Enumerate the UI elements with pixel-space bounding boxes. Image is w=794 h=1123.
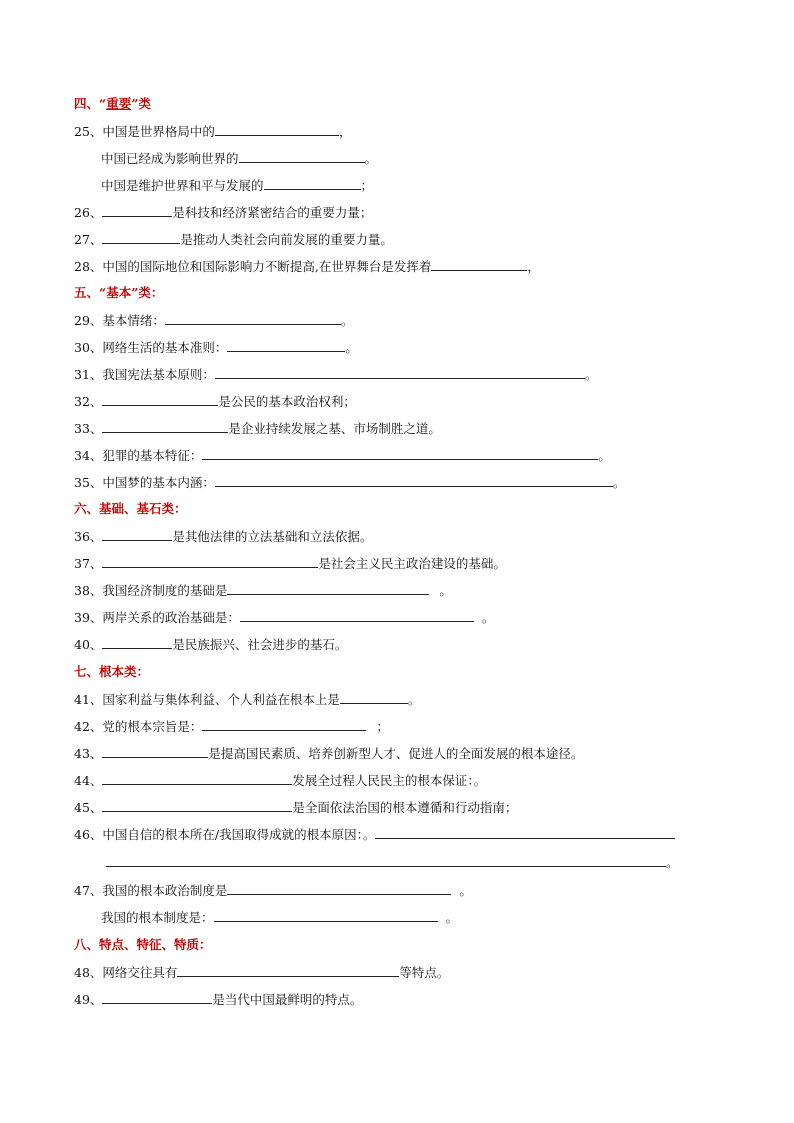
answer-blank[interactable] xyxy=(227,879,451,895)
answer-blank[interactable] xyxy=(165,309,341,325)
question-number: 36、 xyxy=(74,529,103,544)
question-text: 中国自信的根本所在/我国取得成就的根本原因： xyxy=(102,827,363,842)
question-text-end: ； xyxy=(360,178,374,193)
question-text: 中国梦的基本内涵： xyxy=(102,475,215,490)
question-45 xyxy=(74,796,517,818)
question-text-end: 是当代中国最鲜明的特点。 xyxy=(212,992,363,1007)
heading-text: 八、特点、特征、特质： xyxy=(74,937,212,952)
question-text: 基本情绪： xyxy=(102,313,165,328)
question-number: 27、 xyxy=(74,232,103,247)
question-number: 26、 xyxy=(74,205,103,220)
answer-blank[interactable] xyxy=(227,336,345,352)
answer-blank[interactable] xyxy=(202,715,366,731)
question-number: 29、 xyxy=(74,313,103,328)
question-text: 网络生活的基本准则： xyxy=(102,340,228,355)
question-number: 49、 xyxy=(74,992,103,1007)
question-30 xyxy=(74,336,358,358)
answer-blank[interactable] xyxy=(102,988,212,1004)
question-number: 40、 xyxy=(74,637,103,652)
question-number: 31、 xyxy=(74,367,103,382)
question-number: 32、 xyxy=(74,394,103,409)
question-text-end: 。 xyxy=(345,340,358,355)
question-text-end: 是企业持续发展之基、市场制胜之道。 xyxy=(228,421,441,436)
question-47-line-2 xyxy=(101,906,458,928)
question-text-end: ， xyxy=(338,124,352,139)
answer-blank[interactable] xyxy=(102,390,218,406)
answer-blank[interactable] xyxy=(431,255,527,271)
question-25-line-3 xyxy=(101,174,373,196)
question-text-end: 。 xyxy=(364,151,378,166)
answer-blank[interactable] xyxy=(102,525,172,541)
question-number: 42、 xyxy=(74,719,103,734)
answer-blank[interactable] xyxy=(102,417,228,433)
heading-suffix: ”类 xyxy=(131,96,151,111)
section-heading-features xyxy=(74,934,212,956)
question-text: 中国的国际地位和国际影响力不断提高,在世界舞台是发挥着 xyxy=(102,259,432,274)
question-49 xyxy=(74,988,362,1010)
question-text-end: 。 xyxy=(407,692,421,707)
question-46-line-2 xyxy=(106,851,679,873)
question-text-end: 是提高国民素质、培养创新型人才、促进人的全面发展的根本途径。 xyxy=(208,746,584,761)
question-37 xyxy=(74,552,506,574)
heading-keyword: 基本 xyxy=(106,285,132,300)
question-text-end: ； xyxy=(376,719,389,734)
answer-blank[interactable] xyxy=(214,906,438,922)
question-number: 34、 xyxy=(74,448,103,463)
answer-blank[interactable] xyxy=(227,579,429,595)
question-number: 48、 xyxy=(74,965,103,980)
question-text-mark: 。 xyxy=(362,827,376,842)
question-25-line-2 xyxy=(101,147,377,169)
answer-blank[interactable] xyxy=(264,174,361,190)
question-text: 中国已经成为影响世界的 xyxy=(101,151,239,166)
question-text-end: 是民族振兴、社会进步的基石。 xyxy=(172,637,348,652)
question-text: 我国宪法基本原则： xyxy=(102,367,215,382)
question-text-end: 。 xyxy=(612,475,626,490)
question-text-end: 。 xyxy=(445,910,459,925)
question-text: 我国的根本制度是： xyxy=(101,910,214,925)
question-47 xyxy=(74,879,472,901)
question-text-end: 是推动人类社会向前发展的重要力量。 xyxy=(180,232,393,247)
answer-blank[interactable] xyxy=(202,444,598,460)
section-heading-basic xyxy=(74,282,163,304)
question-35 xyxy=(74,471,625,493)
question-number: 33、 xyxy=(74,421,103,436)
question-text: 我国经济制度的基础是 xyxy=(102,583,228,598)
answer-blank[interactable] xyxy=(215,363,585,379)
question-36 xyxy=(74,525,372,547)
question-text-end: 发展全过程人民民主的根本保证：。 xyxy=(292,773,487,788)
question-number: 45、 xyxy=(74,800,103,815)
question-text-end: 。 xyxy=(666,855,679,870)
heading-text: 七、根本类： xyxy=(74,664,150,679)
question-28 xyxy=(74,255,540,277)
question-text: 中国是维护世界和平与发展的 xyxy=(101,178,264,193)
question-25 xyxy=(74,120,351,142)
question-38 xyxy=(74,579,452,601)
question-text-end: ， xyxy=(527,259,540,274)
answer-blank[interactable] xyxy=(102,228,180,244)
question-number: 30、 xyxy=(74,340,103,355)
question-33 xyxy=(74,417,441,439)
question-41 xyxy=(74,688,420,710)
question-31 xyxy=(74,363,597,385)
answer-blank[interactable] xyxy=(102,796,292,812)
answer-blank[interactable] xyxy=(177,961,399,977)
question-text-end: 。 xyxy=(584,367,598,382)
answer-blank[interactable] xyxy=(340,688,408,704)
answer-blank[interactable] xyxy=(102,201,172,217)
answer-blank[interactable] xyxy=(375,823,675,839)
question-text-end: 。 xyxy=(439,583,452,598)
question-text-end: 。 xyxy=(598,448,611,463)
question-32 xyxy=(74,390,356,412)
question-34 xyxy=(74,444,611,466)
answer-blank[interactable] xyxy=(106,851,666,867)
question-text-end: 是其他法律的立法基础和立法依据。 xyxy=(172,529,373,544)
question-text: 犯罪的基本特征： xyxy=(102,448,203,463)
heading-suffix: ”类： xyxy=(131,285,164,300)
question-text: 我国的根本政治制度是 xyxy=(102,883,228,898)
question-number: 35、 xyxy=(74,475,103,490)
question-text-end: 。 xyxy=(340,313,354,328)
question-text-end: 是科技和经济紧密结合的重要力量； xyxy=(172,205,373,220)
question-number: 41、 xyxy=(74,692,103,707)
question-26 xyxy=(74,201,372,223)
question-text: 网络交往具有 xyxy=(102,965,178,980)
question-text: 两岸关系的政治基础是： xyxy=(102,610,240,625)
question-40 xyxy=(74,633,347,655)
question-number: 39、 xyxy=(74,610,103,625)
question-46 xyxy=(74,823,675,845)
question-number: 25、 xyxy=(74,124,103,139)
question-text-end: 。 xyxy=(481,610,495,625)
question-text: 中国是世界格局中的 xyxy=(102,124,215,139)
section-heading-fundamental xyxy=(74,661,149,683)
section-heading-foundation xyxy=(74,498,187,520)
answer-blank[interactable] xyxy=(215,120,339,136)
question-27 xyxy=(74,228,393,250)
answer-blank[interactable] xyxy=(215,471,613,487)
answer-blank[interactable] xyxy=(102,769,292,785)
answer-blank[interactable] xyxy=(239,147,365,163)
question-39 xyxy=(74,606,494,628)
question-text: 党的根本宗旨是： xyxy=(102,719,203,734)
question-text-end: 是公民的基本政治权利； xyxy=(218,394,356,409)
question-text-end: 等特点。 xyxy=(399,965,450,980)
answer-blank[interactable] xyxy=(102,742,208,758)
question-48 xyxy=(74,961,449,983)
question-43 xyxy=(74,742,583,764)
question-42 xyxy=(74,715,389,737)
heading-prefix: 四、“ xyxy=(74,96,107,111)
answer-blank[interactable] xyxy=(240,606,474,622)
question-text: 国家利益与集体利益、个人利益在根本上是 xyxy=(102,692,340,707)
question-number: 43、 xyxy=(74,746,103,761)
question-number: 37、 xyxy=(74,556,103,571)
question-text-end: 是社会主义民主政治建设的基础。 xyxy=(318,556,506,571)
heading-text: 六、基础、基石类： xyxy=(74,501,187,516)
question-number: 44、 xyxy=(74,773,103,788)
heading-keyword: 重要 xyxy=(106,96,132,111)
question-44 xyxy=(74,769,486,791)
question-number: 38、 xyxy=(74,583,103,598)
answer-blank[interactable] xyxy=(102,552,318,568)
heading-prefix: 五、“ xyxy=(74,285,107,300)
question-number: 28、 xyxy=(74,259,103,274)
question-text-end: 是全面依法治国的根本遵循和行动指南； xyxy=(292,800,518,815)
answer-blank[interactable] xyxy=(102,633,172,649)
section-heading-importance xyxy=(74,93,151,115)
question-text-end: 。 xyxy=(459,883,472,898)
question-number: 46、 xyxy=(74,827,103,842)
question-number: 47、 xyxy=(74,883,103,898)
question-29 xyxy=(74,309,353,331)
